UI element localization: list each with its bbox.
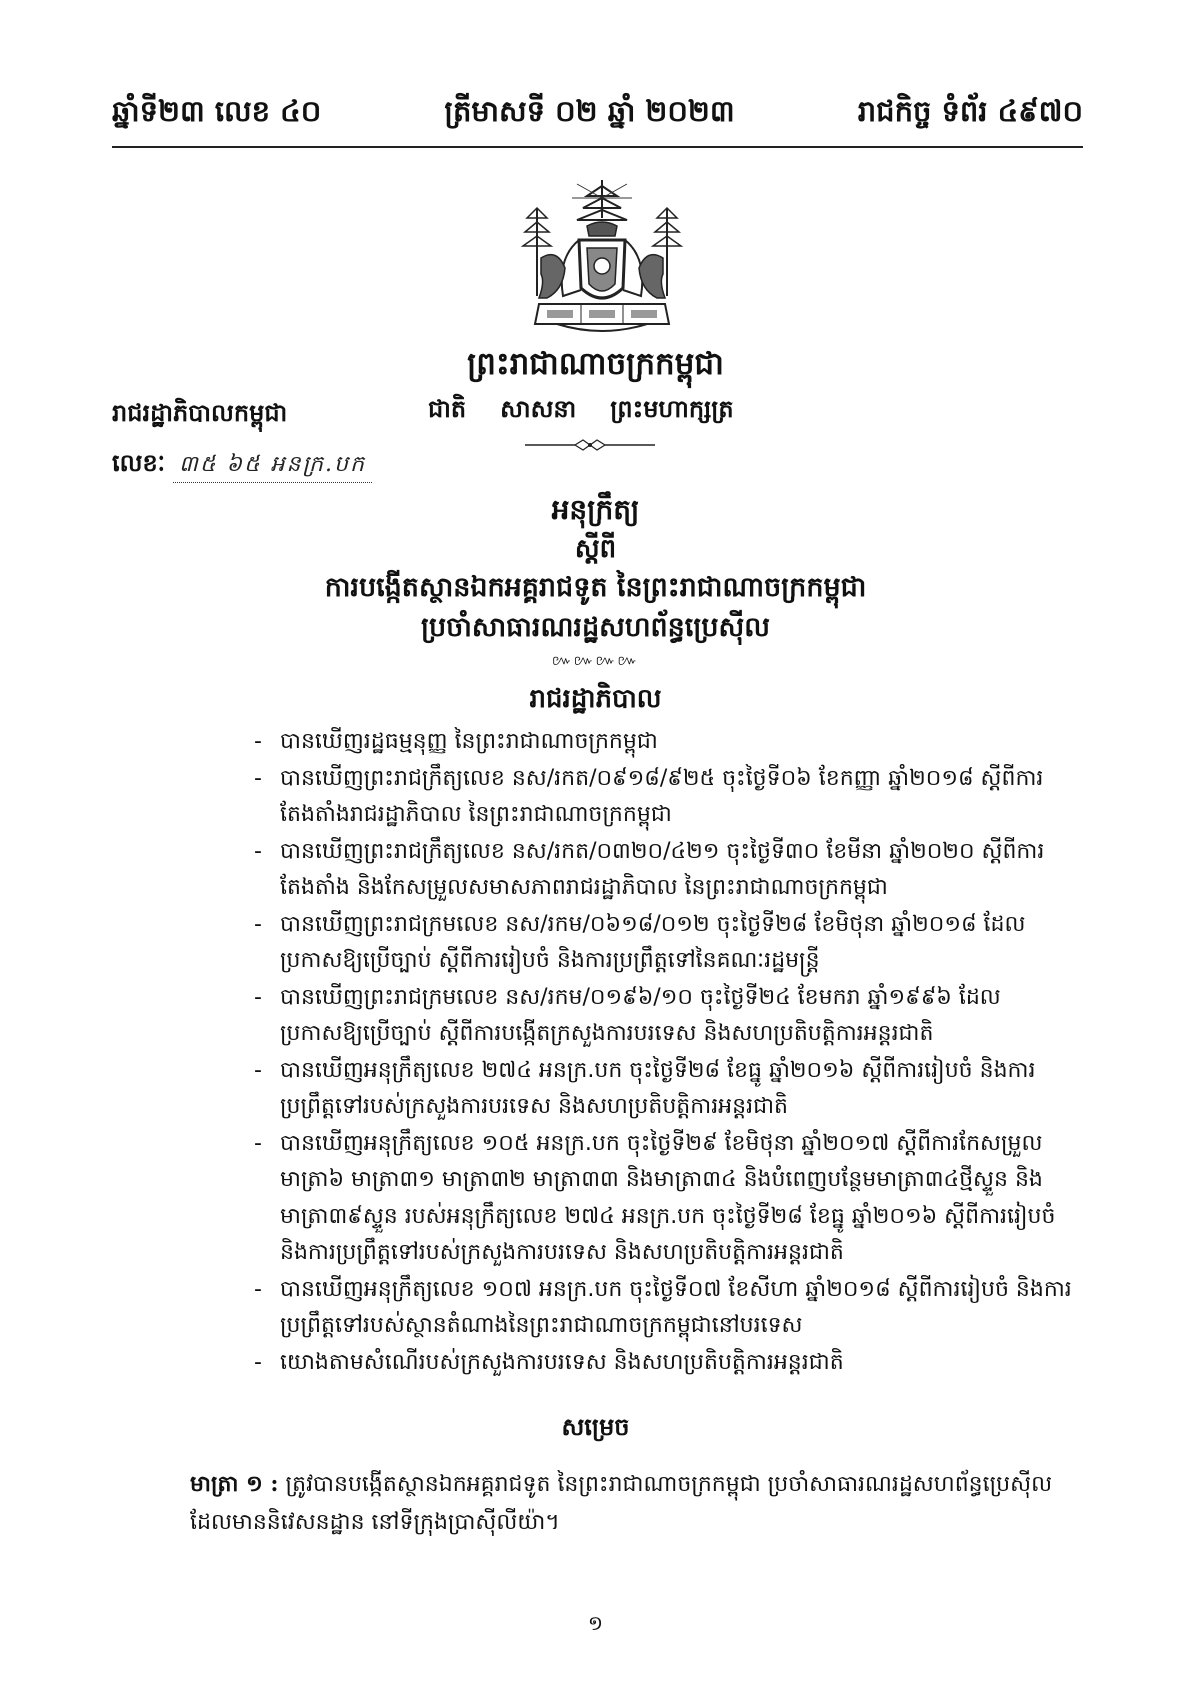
page-number: ១ [587,1611,604,1635]
article-1-label: មាត្រា ១ : [190,1471,279,1497]
preamble-item: - បានឃើញរដ្ឋធម្មនុញ្ញ នៃព្រះរាជាណាចក្រកម្ពុជា [250,724,1081,761]
reference-number [112,448,372,483]
motto-king: ព្រះមហាក្សត្រ [610,394,734,423]
title-line-1: ការបង្កើតស្ថានឯកអគ្គរាជទូត នៃព្រះរាជាណាចក្រកម្ពុជា [324,572,867,603]
issue-date: ត្រីមាសទី ០២ ឆ្នាំ ២០២៣ [444,94,735,128]
kingdom-name: ព្រះរាជាណាចក្រកម្ពុជា [467,346,724,382]
document-title [0,490,1191,724]
article-1 [190,1465,1081,1542]
preamble-item: - បានឃើញព្រះរាជក្រឹត្យលេខ នស/រកត/០៩១៨/៩២៥ ចុះថ្ងៃទី០៦ ខែកញ្ញា ឆ្នាំ២០១៨ ស្តីពីការតែងតាំងរាជរដ្ឋាភិបាល នៃព្រះរាជាណាចក្រកម្ពុជា [250,761,1081,834]
ornamental-divider-icon [525,438,655,452]
motto-religion: សាសនា [500,394,577,423]
issuer-heading: រាជរដ្ឋាភិបាល [529,684,662,714]
preamble-item: - បានឃើញអនុក្រឹត្យលេខ ១០៧ អនក្រ.បក ចុះថ្ងៃទី០៧ ខែសីហា ឆ្នាំ២០១៨ ស្តីពីការរៀបចំ និងការប្រព្រឹត្តទៅរបស់ស្ថានតំណាងនៃព្រះរាជាណាចក្រកម្ពុជានៅបរទេស [250,1272,1081,1345]
preamble-item: - បានឃើញព្រះរាជក្រមលេខ នស/រកម/០១៩៦/១០ ចុះថ្ងៃទី២៤ ខែមករា ឆ្នាំ១៩៩៦ ដែលប្រកាសឱ្យប្រើច្បាប់ ស្តីពីការបង្កើតក្រសួងការបរទេស និងសហប្រតិបត្តិការអន្តរជាតិ [250,980,1081,1053]
title-about: ស្តីពី [574,534,617,564]
preamble-item: - បានឃើញព្រះរាជក្រឹត្យលេខ នស/រកត/០៣២០/៤២១ ចុះថ្ងៃទី៣០ ខែមីនា ឆ្នាំ២០២០ ស្តីពីការតែងតាំង និងកែសម្រួលសមាសភាពរាជរដ្ឋាភិបាល នៃព្រះរាជាណាចក្រកម្ពុជា [250,834,1081,907]
title-ornament: ៚៚៚៚ [551,653,640,669]
title-line-2: ប្រចាំសាធារណរដ្ឋសហព័ន្ធប្រេស៊ីល [421,612,770,643]
issue-number: ឆ្នាំទី២៣ លេខ ៤០ [112,94,322,128]
national-motto [428,394,848,429]
gazette-page-number: រាជកិច្ច ទំព័រ ៤៩៧០ [857,94,1083,128]
gazette-header [112,94,1083,136]
reference-label: លេខៈ [112,448,166,477]
document-type: អនុក្រឹត្យ [551,493,640,526]
royal-coat-of-arms-icon [517,178,687,338]
preamble-list [250,724,1081,1381]
header-divider [112,146,1083,148]
preamble-item: - បានឃើញអនុក្រឹត្យលេខ ១០៥ អនក្រ.បក ចុះថ្ងៃទី២៩ ខែមិថុនា ឆ្នាំ២០១៧ ស្តីពីការកែសម្រួលមាត្រា៦ មាត្រា៣១ មាត្រា៣២ មាត្រា៣៣ និងមាត្រា៣៤ និងបំពេញបន្ថែមមាត្រា៣៤ថ្មីស្ទួន និងមាត្រា៣៩ស្ទួន របស់អនុក្រឹត្យលេខ ២៧៤ អនក្រ.បក ចុះថ្ងៃទី២៨ ខែធ្នូ ឆ្នាំ២០១៦ ស្តីពីការរៀបចំ និងការប្រព្រឹត្តទៅរបស់ក្រសួងការបរទេស និងសហប្រតិបត្តិការអន្តរជាតិ [250,1126,1081,1272]
reference-value: ៣៥ ៦៥ អនក្រ.បក [173,450,372,483]
preamble-item: - បានឃើញអនុក្រឹត្យលេខ ២៧៤ អនក្រ.បក ចុះថ្ងៃទី២៨ ខែធ្នូ ឆ្នាំ២០១៦ ស្តីពីការរៀបចំ និងការប្រព្រឹត្តទៅរបស់ក្រសួងការបរទេស និងសហប្រតិបត្តិការអន្តរជាតិ [250,1053,1081,1126]
motto-nation: ជាតិ [428,394,467,423]
article-1-text: ត្រូវបានបង្កើតស្ថានឯកអគ្គរាជទូត នៃព្រះរាជាណាចក្រកម្ពុជា ប្រចាំសាធារណរដ្ឋសហព័ន្ធប្រេស៊ីល ដែលមាននិវេសនដ្ឋាន នៅទីក្រុងប្រាស៊ីលីយ៉ា។ [190,1472,1053,1535]
government-name: រាជរដ្ឋាភិបាលកម្ពុជា [112,398,288,427]
preamble-item: - យោងតាមសំណើរបស់ក្រសួងការបរទេស និងសហប្រតិបត្តិការអន្តរជាតិ [250,1345,1081,1382]
decision-heading: សម្រេច [561,1412,630,1441]
preamble-item: - បានឃើញព្រះរាជក្រមលេខ នស/រកម/០៦១៨/០១២ ចុះថ្ងៃទី២៨ ខែមិថុនា ឆ្នាំ២០១៨ ដែលប្រកាសឱ្យប្រើច្បាប់ ស្តីពីការរៀបចំ និងការប្រព្រឹត្តទៅនៃគណៈរដ្ឋមន្ត្រី [250,907,1081,980]
